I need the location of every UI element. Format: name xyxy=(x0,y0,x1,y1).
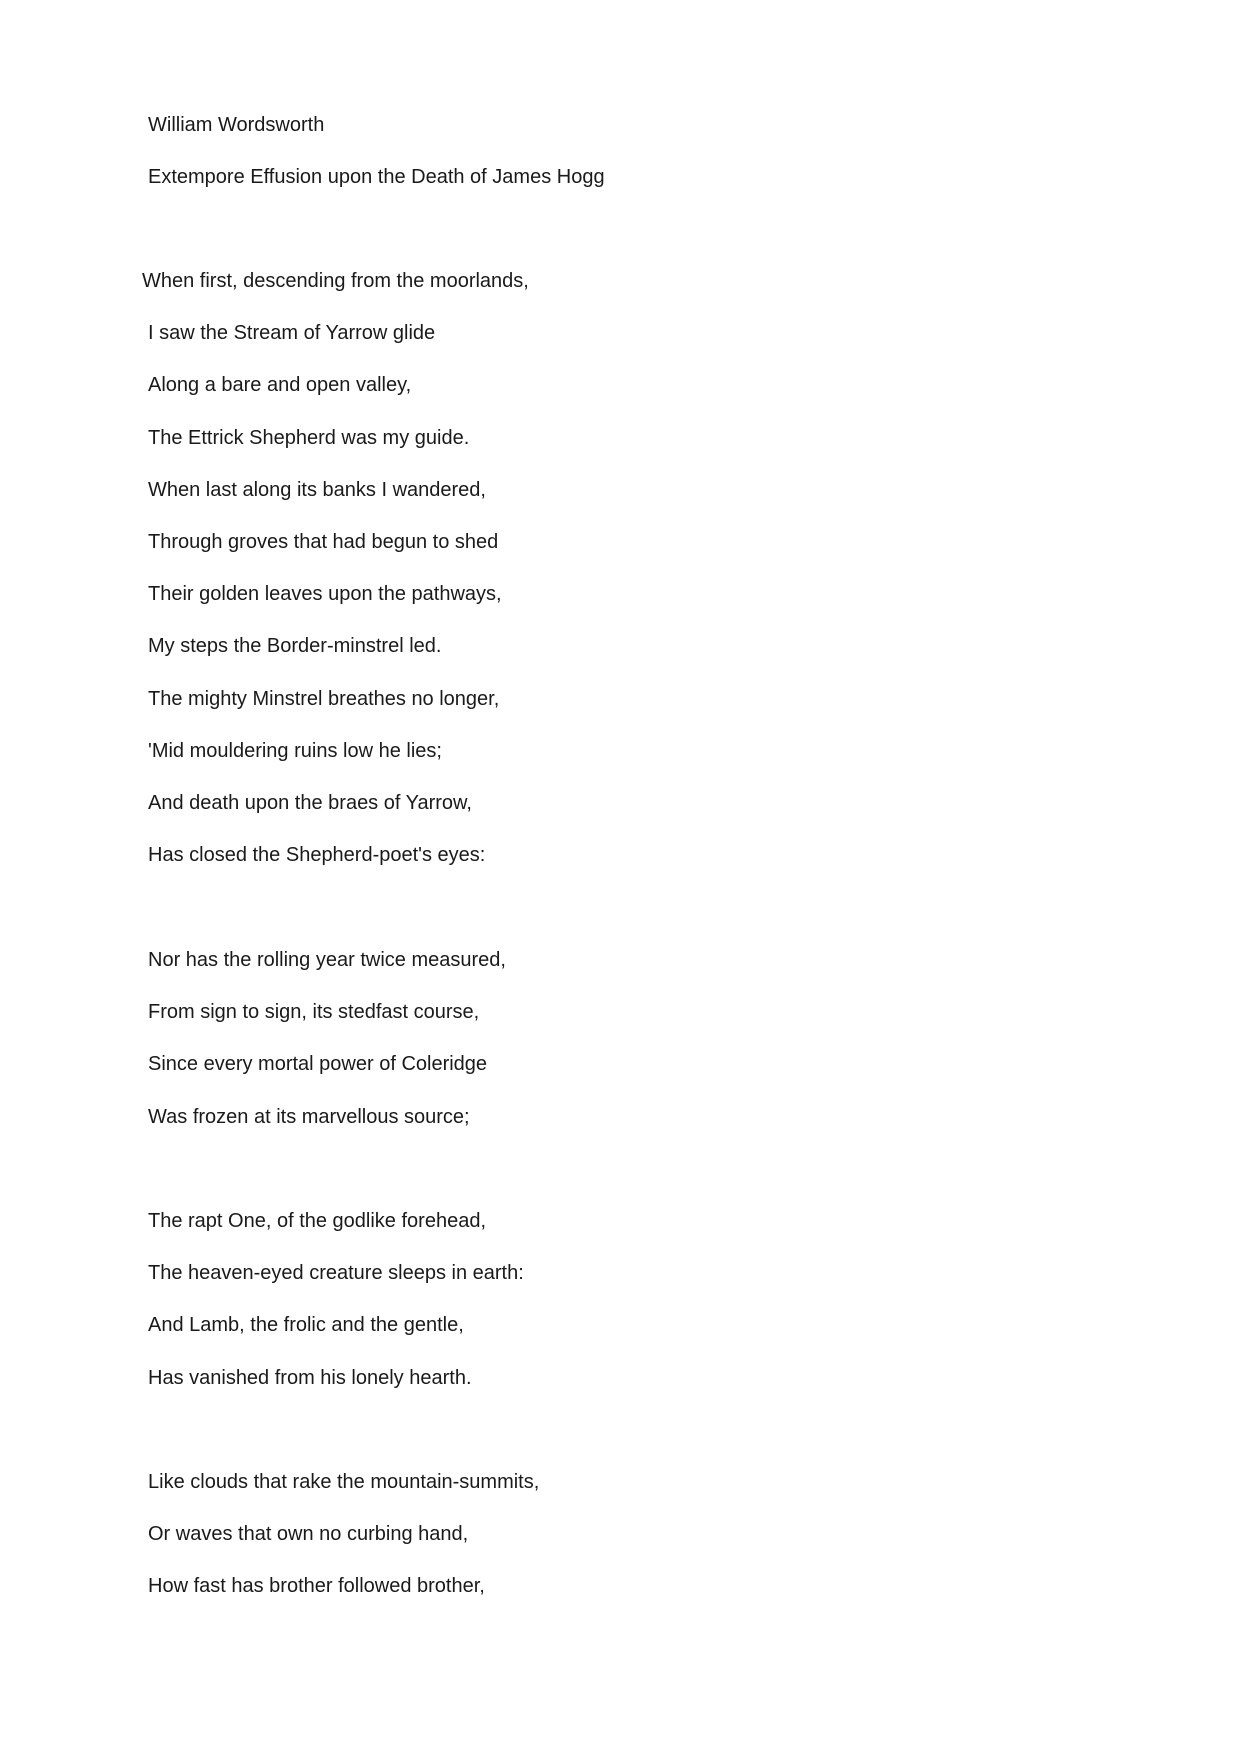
poem-line: Nor has the rolling year twice measured, xyxy=(148,949,506,971)
poem-line: How fast has brother followed brother, xyxy=(148,1575,485,1597)
poem-line: 'Mid mouldering ruins low he lies; xyxy=(148,740,442,762)
poem-line: Their golden leaves upon the pathways, xyxy=(148,583,502,605)
poem-line: Along a bare and open valley, xyxy=(148,374,412,396)
poem-line: Since every mortal power of Coleridge xyxy=(148,1053,488,1075)
poem-line: When first, descending from the moorlands, xyxy=(142,270,529,292)
poem-line: From sign to sign, its stedfast course, xyxy=(148,1001,480,1023)
poem-line: The heaven-eyed creature sleeps in earth: xyxy=(148,1262,524,1284)
poem-line: Was frozen at its marvellous source; xyxy=(148,1106,470,1128)
poem-line: My steps the Border-minstrel led. xyxy=(148,635,442,657)
poem-line: And death upon the braes of Yarrow, xyxy=(148,792,472,814)
poem-title: Extempore Effusion upon the Death of James Hogg xyxy=(148,166,605,188)
poem-line: Through groves that had begun to shed xyxy=(148,531,499,553)
poem-line: The mighty Minstrel breathes no longer, xyxy=(148,688,500,710)
poem-line: When last along its banks I wandered, xyxy=(148,479,486,501)
poem-line: Like clouds that rake the mountain-summits, xyxy=(148,1471,540,1493)
poem-line: Has vanished from his lonely hearth. xyxy=(148,1367,472,1389)
author-name: William Wordsworth xyxy=(148,114,325,136)
poem-line: The Ettrick Shepherd was my guide. xyxy=(148,427,470,449)
poem-line: And Lamb, the frolic and the gentle, xyxy=(148,1314,464,1336)
poem-line: I saw the Stream of Yarrow glide xyxy=(148,322,436,344)
poem-line: Or waves that own no curbing hand, xyxy=(148,1523,469,1545)
poem-line: The rapt One, of the godlike forehead, xyxy=(148,1210,486,1232)
poem-line: Has closed the Shepherd-poet's eyes: xyxy=(148,844,486,866)
